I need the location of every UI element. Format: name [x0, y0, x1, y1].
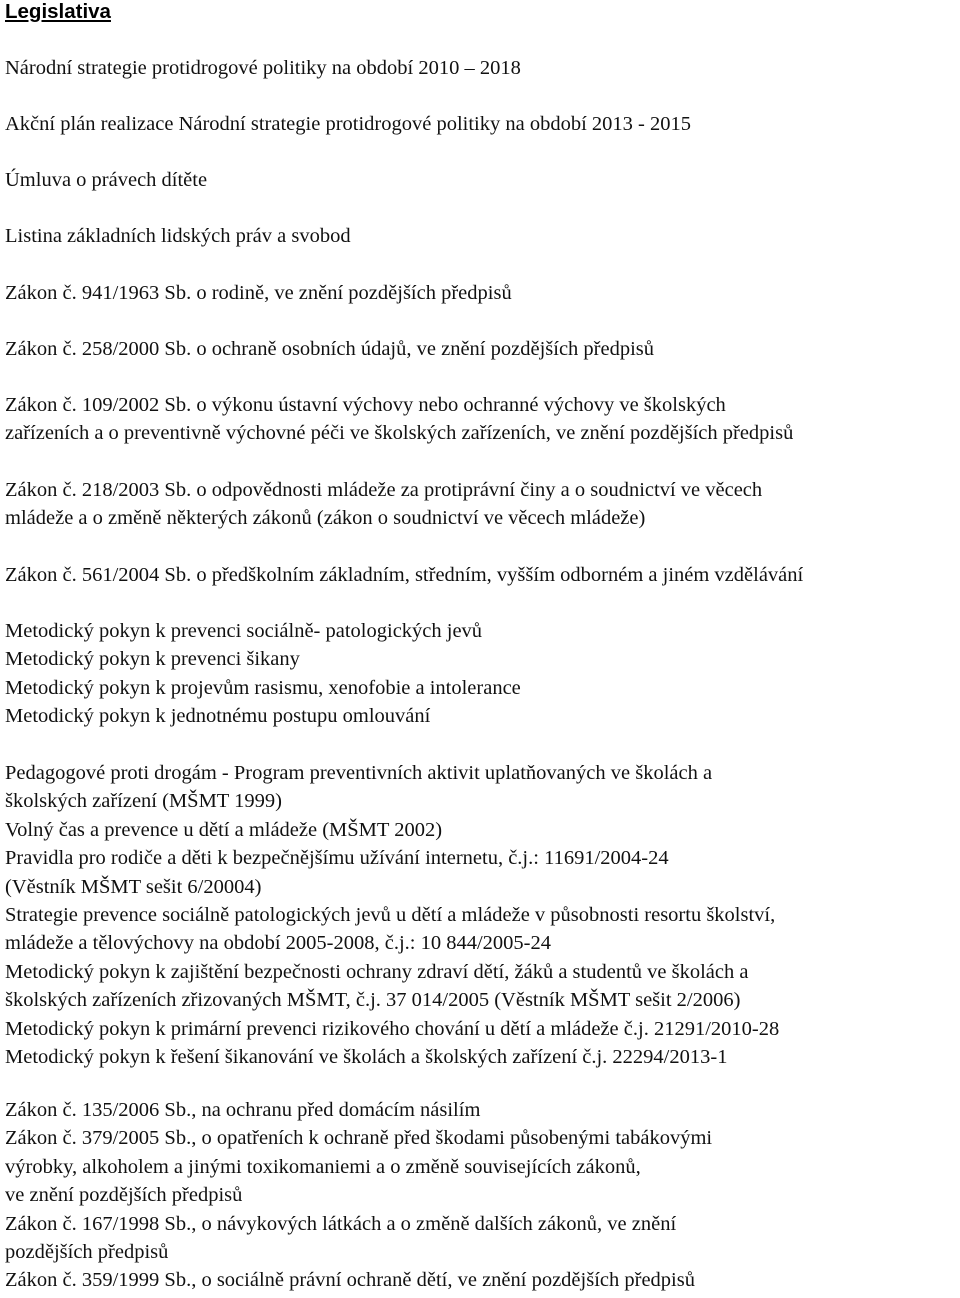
entry-zakon-109-2002: [5, 391, 793, 448]
entry-line: zařízeních a o preventivně výchovné péči ve školských zařízeních, ve znění pozdějších předpisů: [5, 422, 794, 445]
entry-line: Metodický pokyn k řešení šikanování ve školách a školských zařízení č.j. 22294/2013-1: [5, 1046, 728, 1069]
entry-line: (Věstník MŠMT sešit 6/20004): [5, 875, 262, 898]
entry-line: Zákon č. 258/2000 Sb. o ochraně osobních údajů, ve znění pozdějších předpisů: [5, 338, 655, 360]
entry-line: Metodický pokyn k primární prevenci rizikového chování u dětí a mládeže č.j. 21291/2010-28: [5, 1017, 780, 1040]
entry-dalsi-zakony: [5, 1096, 712, 1295]
entry-line: Úmluva o právech dítěte: [5, 169, 208, 191]
entry-line: školských zařízení (MŠMT 1999): [5, 790, 282, 813]
entry-line: Zákon č. 561/2004 Sb. o předškolním základním, středním, vyšším odborném a jiném vzdělávání: [5, 564, 804, 586]
entry-line: Akční plán realizace Národní strategie protidrogové politiky na období 2013 - 2015: [5, 113, 691, 135]
entry-line: Listina základních lidských práv a svobod: [5, 225, 351, 247]
entry-line: Pravidla pro rodiče a děti k bezpečnějšímu užívání internetu, č.j.: 11691/2004-24: [5, 847, 669, 870]
entry-line: Zákon č. 135/2006 Sb., na ochranu před domácím násilím: [5, 1099, 481, 1121]
entry-line: pozdějších předpisů: [5, 1241, 169, 1264]
entry-line: Metodický pokyn k prevenci sociálně- patologických jevů: [5, 620, 483, 642]
entry-narodni-strategie: [5, 54, 521, 82]
entry-line: Zákon č. 379/2005 Sb., o opatřeních k ochraně před škodami působenými tabákovými: [5, 1127, 713, 1150]
entry-line: Zákon č. 941/1963 Sb. o rodině, ve znění pozdějších předpisů: [5, 282, 512, 304]
entry-line: Metodický pokyn k projevům rasismu, xenofobie a intolerance: [5, 676, 521, 699]
entry-umluva-o-pravech-ditete: [5, 166, 207, 194]
entry-line: Zákon č. 167/1998 Sb., o návykových látkách a o změně dalších zákonů, ve znění: [5, 1212, 677, 1235]
entry-line: Zákon č. 218/2003 Sb. o odpovědnosti mládeže za protiprávní činy a o soudnictví ve věcech: [5, 479, 763, 501]
entry-line: Strategie prevence sociálně patologických jevů u dětí a mládeže v působnosti resortu školství,: [5, 904, 776, 927]
entry-zakon-218-2003: [5, 476, 762, 533]
entry-line: Pedagogové proti drogám - Program preventivních aktivit uplatňovaných ve školách a: [5, 762, 713, 784]
entry-line: ve znění pozdějších předpisů: [5, 1184, 243, 1207]
entry-line: výrobky, alkoholem a jinými toxikomaniemi a o změně souvisejících zákonů,: [5, 1155, 641, 1178]
entry-line: Zákon č. 359/1999 Sb., o sociálně právní ochraně dětí, ve znění pozdějších předpisů: [5, 1269, 695, 1292]
entry-line: Volný čas a prevence u dětí a mládeže (MŠMT 2002): [5, 818, 443, 841]
entry-line: školských zařízeních zřizovaných MŠMT, č.j. 37 014/2005 (Věstník MŠMT sešit 2/2006): [5, 989, 741, 1012]
entry-metodicke-pokyny: [5, 617, 521, 731]
entry-line: Metodický pokyn k zajištění bezpečnosti ochrany zdraví dětí, žáků a studentů ve školách a: [5, 960, 749, 983]
entry-zakon-941-1963: [5, 279, 512, 307]
entry-line: mládeže a tělovýchovy na období 2005-2008, č.j.: 10 844/2005-24: [5, 932, 551, 955]
entry-line: Národní strategie protidrogové politiky na období 2010 – 2018: [5, 57, 521, 79]
entry-programy-a-pokyny: [5, 759, 779, 1071]
entry-line: Metodický pokyn k jednotnému postupu omlouvání: [5, 705, 431, 728]
entry-zakon-258-2000: [5, 335, 654, 363]
entry-line: mládeže a o změně některých zákonů (zákon o soudnictví ve věcech mládeže): [5, 507, 646, 530]
entry-line: Zákon č. 109/2002 Sb. o výkonu ústavní výchovy nebo ochranné výchovy ve školských: [5, 394, 726, 416]
entry-line: Metodický pokyn k prevenci šikany: [5, 648, 300, 671]
entry-listina-zakladnich-prav: [5, 222, 351, 250]
section-heading: Legislativa: [5, 0, 111, 23]
entry-akcni-plan: [5, 110, 691, 138]
entry-zakon-561-2004: [5, 561, 803, 589]
